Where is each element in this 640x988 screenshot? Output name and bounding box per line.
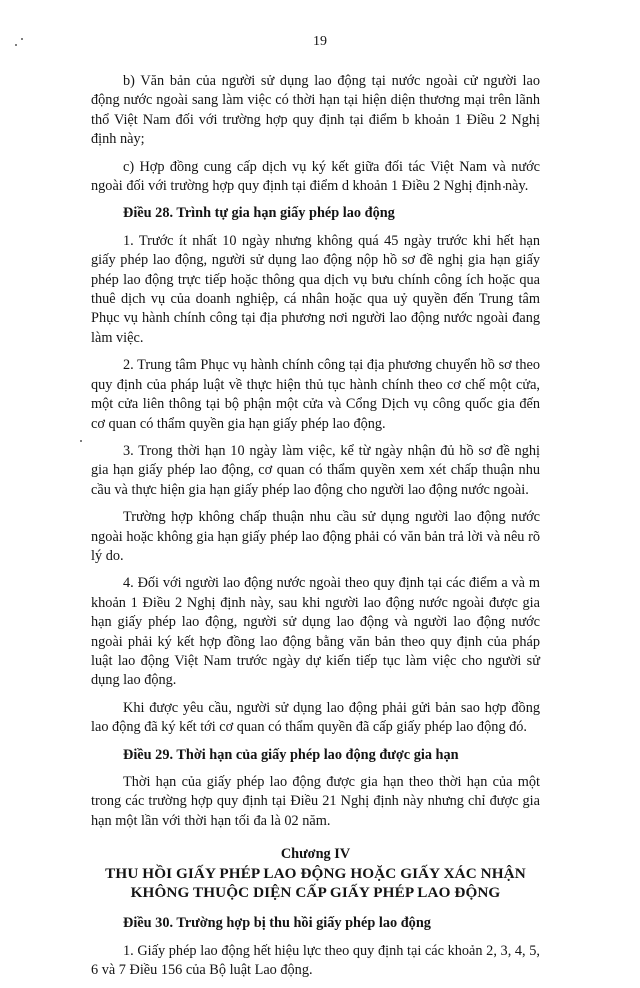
page-number: 19 xyxy=(313,34,327,49)
article-29-paragraph: Thời hạn của giấy phép lao động được gia hạn theo thời hạn của một trong các trường hợp quy định tại Điều 21 Nghị định này nhưng chỉ được gia hạn một lần với thời hạn tối đa là 02 năm. xyxy=(91,774,540,829)
chapter-heading xyxy=(91,864,540,902)
article-29-heading: Điều 29. Thời hạn của giấy phép lao động được gia hạn xyxy=(123,746,459,763)
scan-speck xyxy=(15,44,17,46)
scan-speck xyxy=(80,440,82,442)
article-28-clause-3-note: Trường hợp không chấp thuận nhu cầu sử dụng người lao động nước ngoài hoặc không gia hạn giấy phép lao động phải có văn bản trả lời và nêu rõ lý do. xyxy=(91,509,540,564)
paragraph-c: c) Hợp đồng cung cấp dịch vụ ký kết giữa đối tác Việt Nam và nước ngoài đối với trường hợp quy định tại điểm d khoản 1 Điều 2 Nghị định này. xyxy=(91,158,540,195)
article-28-clause-4: 4. Đối với người lao động nước ngoài theo quy định tại các điểm a và m khoản 1 Điều 2 Nghị định này, sau khi người lao động nước ngoài được gia hạn giấy phép lao động, người sử dụng lao động và người lao động nước ngoài phải ký kết hợp đồng lao động bằng văn bản theo quy định của pháp luật lao động Việt Nam trước ngày dự kiến tiếp tục làm việc cho người sử dụng lao động. xyxy=(91,575,540,689)
chapter-label: Chương IV xyxy=(280,846,351,863)
article-30-heading: Điều 30. Trường hợp bị thu hồi giấy phép lao động xyxy=(123,915,431,932)
article-28-clause-4-note: Khi được yêu cầu, người sử dụng lao động phải gửi bản sao hợp đồng lao động đã ký kết tới cơ quan có thẩm quyền đã cấp giấy phép lao động đó. xyxy=(91,699,540,736)
article-28-heading: Điều 28. Trình tự gia hạn giấy phép lao động xyxy=(123,205,395,222)
article-30-clause-1: 1. Giấy phép lao động hết hiệu lực theo quy định tại các khoản 2, 3, 4, 5, 6 và 7 Điều 156 của Bộ luật Lao động. xyxy=(91,942,540,979)
chapter-block xyxy=(91,845,540,902)
scan-speck xyxy=(21,38,23,40)
article-28-clause-2: 2. Trung tâm Phục vụ hành chính công tại địa phương chuyển hồ sơ theo quy định của pháp luật về thực hiện thủ tục hành chính theo cơ chế một cửa, một cửa liên thông tại bộ phận một cửa và Cổng Dịch vụ công quốc gia đến cơ quan có thẩm quyền gia hạn giấy phép lao động. xyxy=(91,357,540,432)
article-28-clause-3: 3. Trong thời hạn 10 ngày làm việc, kể từ ngày nhận đủ hồ sơ đề nghị gia hạn giấy phép lao động, cơ quan có thẩm quyền xem xét chấp thuận nhu cầu và thực hiện gia hạn giấy phép lao động cho người lao động nước ngoài. xyxy=(91,442,540,498)
chapter-heading-line-1: THU HỒI GIẤY PHÉP LAO ĐỘNG HOẶC GIẤY XÁC NHẬN xyxy=(105,865,526,883)
article-28-clause-1: 1. Trước ít nhất 10 ngày nhưng không quá 45 ngày trước khi hết hạn giấy phép lao động, người sử dụng lao động nộp hồ sơ đề nghị gia hạn giấy phép lao động trực tiếp hoặc thông qua dịch vụ bưu chính công ích hoặc qua thuê dịch vụ của doanh nghiệp, cá nhân hoặc qua uỷ quyền đến Trung tâm Phục vụ hành chính công tại địa phương nơi người lao động nước ngoài đang làm việc. xyxy=(91,232,540,346)
document-body xyxy=(91,72,540,988)
chapter-heading-line-2: KHÔNG THUỘC DIỆN CẤP GIẤY PHÉP LAO ĐỘNG xyxy=(130,884,501,902)
paragraph-b: b) Văn bản của người sử dụng lao động tại nước ngoài cử người lao động nước ngoài sang làm việc có thời hạn tại hiện diện thương mại trên lãnh thổ Việt Nam đối với trường hợp quy định tại điểm b khoản 1 Điều 2 Nghị định này; xyxy=(91,73,540,148)
